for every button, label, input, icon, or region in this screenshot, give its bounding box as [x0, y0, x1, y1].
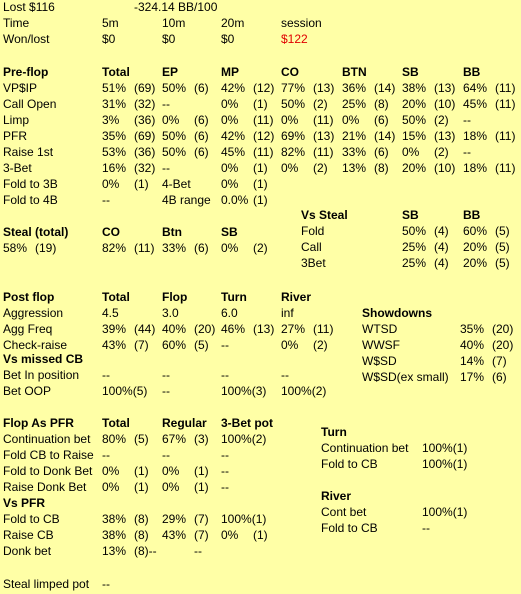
postflop-cell: (2) [313, 338, 328, 352]
vs-missed-cb-cell: -- [102, 368, 110, 382]
preflop-cell: 20% [402, 97, 427, 111]
showdowns-value: 17% [460, 370, 485, 384]
preflop-cell: 31% [102, 97, 127, 111]
preflop-cell: 36% [342, 81, 367, 95]
preflop-header-btn: BTN [342, 65, 367, 79]
river-value: -- [422, 521, 430, 535]
turn-row-label: Continuation bet [321, 441, 409, 455]
preflop-cell: -- [463, 113, 471, 127]
vs-missed-cb-cell: -- [162, 384, 170, 398]
steal-header-co: CO [102, 225, 120, 239]
vs-pfr-cell: 38% [102, 528, 127, 542]
preflop-cell: 0% [281, 113, 299, 127]
preflop-header-ep: EP [162, 65, 179, 79]
preflop-header-co: CO [281, 65, 299, 79]
preflop-cell: (6) [374, 145, 389, 159]
preflop-cell: 45% [463, 97, 488, 111]
vs-pfr-cell: 13% [102, 544, 127, 558]
preflop-cell: (10) [434, 161, 456, 175]
postflop-cell: (13) [253, 322, 275, 336]
vs-missed-cb-cell: -- [221, 368, 229, 382]
steal-co-value: 82% [102, 241, 127, 255]
preflop-cell: 25% [342, 97, 367, 111]
postflop-header-flop: Flop [162, 290, 188, 304]
preflop-title: Pre-flop [3, 65, 49, 79]
preflop-cell: -- [162, 161, 170, 175]
vs-missed-cb-cell: 100%(2) [281, 384, 327, 398]
showdowns-row-label: W$SD [362, 354, 397, 368]
preflop-cell: 0% [221, 113, 239, 127]
preflop-cell: 0% [162, 113, 180, 127]
flop-as-pfr-cell: (1) [134, 480, 149, 494]
steal-co-count: (11) [134, 241, 155, 255]
flop-as-pfr-header-regular: Regular [162, 416, 207, 430]
preflop-cell: (11) [313, 145, 334, 159]
postflop-cell: (11) [313, 322, 334, 336]
flop-as-pfr-cell: 100%(2) [221, 432, 267, 446]
lost-label: Lost $116 [3, 0, 55, 14]
wonlost-5m: $0 [102, 32, 116, 46]
flop-as-pfr-cell: -- [102, 448, 110, 462]
preflop-cell: (12) [253, 129, 275, 143]
fold-to-3b-count: (1) [134, 177, 149, 191]
flop-as-pfr-row-label: Continuation bet [3, 432, 91, 446]
vs-steal-cell: (5) [495, 256, 510, 270]
preflop-row-label: Limp [3, 113, 30, 127]
postflop-title: Post flop [3, 290, 55, 304]
river-value: 100%(1) [422, 505, 468, 519]
postflop-row-label: Agg Freq [3, 322, 53, 336]
preflop-cell: 0% [402, 145, 420, 159]
vs-pfr-row-label: Donk bet [3, 544, 52, 558]
flop-as-pfr-header-3bet: 3-Bet pot [221, 416, 273, 430]
steal-btn-count: (6) [194, 241, 209, 255]
turn-value: 100%(1) [422, 457, 468, 471]
vs-pfr-cell: (8) [134, 512, 149, 526]
preflop-cell: (11) [495, 97, 516, 111]
preflop-cell: (1) [253, 161, 268, 175]
postflop-cell: inf [281, 306, 294, 320]
vs-steal-cell: 50% [402, 224, 427, 238]
postflop-cell: 39% [102, 322, 127, 336]
turn-row-label: Fold to CB [321, 457, 378, 471]
postflop-cell: 6.0 [221, 306, 238, 320]
showdowns-title: Showdowns [362, 306, 432, 320]
preflop-cell: 77% [281, 81, 306, 95]
showdowns-value: 35% [460, 322, 485, 336]
vs-steal-cell: (4) [434, 256, 449, 270]
steal-sb-count: (2) [253, 241, 268, 255]
river-row-label: Fold to CB [321, 521, 378, 535]
preflop-cell: (12) [253, 81, 275, 95]
preflop-row-label: Raise 1st [3, 145, 54, 159]
preflop-header-sb: SB [402, 65, 419, 79]
vs-pfr-cell: (1) [253, 528, 268, 542]
wonlost-20m: $0 [221, 32, 235, 46]
flop-as-pfr-cell: 0% [102, 480, 120, 494]
preflop-header-bb: BB [463, 65, 481, 79]
vs-missed-cb-cell: -- [162, 368, 170, 382]
preflop-cell: (6) [374, 113, 389, 127]
preflop-cell: (14) [374, 129, 396, 143]
four-bet-count: (1) [253, 177, 268, 191]
preflop-cell: (6) [194, 129, 209, 143]
vs-steal-cell: 20% [463, 256, 488, 270]
flop-as-pfr-row-label: Fold to Donk Bet [3, 464, 93, 478]
vs-steal-cell: 60% [463, 224, 488, 238]
preflop-cell: 50% [402, 113, 427, 127]
steal-header-btn: Btn [162, 225, 182, 239]
col-session: session [281, 16, 322, 30]
wonlost-session: $122 [281, 32, 308, 46]
vs-missed-cb-row-label: Bet OOP [3, 384, 52, 398]
preflop-cell: 21% [342, 129, 367, 143]
preflop-cell: -- [463, 145, 471, 159]
preflop-cell: 18% [463, 161, 488, 175]
flop-as-pfr-cell: 0% [162, 480, 180, 494]
preflop-cell: 42% [221, 81, 246, 95]
vs-steal-header-sb: SB [402, 208, 419, 222]
time-label: Time [3, 16, 30, 30]
preflop-row-label: 3-Bet [3, 161, 32, 175]
bb100-value: -324.14 BB/100 [134, 0, 218, 14]
preflop-cell: (2) [313, 97, 328, 111]
vs-steal-cell: 25% [402, 256, 427, 270]
flop-as-pfr-cell: -- [221, 480, 229, 494]
preflop-header-total: Total [102, 65, 130, 79]
postflop-cell: 46% [221, 322, 246, 336]
postflop-cell: 43% [102, 338, 127, 352]
showdowns-value: 40% [460, 338, 485, 352]
steal-total-count: (19) [35, 241, 57, 255]
vs-pfr-cell: (8) [134, 528, 149, 542]
vs-pfr-cell: 29% [162, 512, 187, 526]
flop-as-pfr-cell: 67% [162, 432, 187, 446]
river-row-label: Cont bet [321, 505, 367, 519]
vs-pfr-cell: (8)-- [134, 544, 157, 558]
preflop-cell: 64% [463, 81, 488, 95]
preflop-cell: 42% [221, 129, 246, 143]
preflop-cell: (6) [194, 81, 209, 95]
col-5m: 5m [102, 16, 119, 30]
flop-as-pfr-cell: (5) [134, 432, 149, 446]
preflop-cell: (69) [134, 129, 156, 143]
preflop-cell: (8) [374, 161, 389, 175]
preflop-cell: 53% [102, 145, 127, 159]
preflop-cell: (8) [374, 97, 389, 111]
preflop-cell: (6) [194, 145, 209, 159]
vs-missed-cb-cell: 100%(5) [102, 384, 148, 398]
four-bet-range-count: (1) [253, 193, 268, 207]
preflop-cell: (1) [253, 97, 268, 111]
preflop-cell: (36) [134, 145, 156, 159]
postflop-cell: (44) [134, 322, 156, 336]
vs-pfr-row-label: Raise CB [3, 528, 54, 542]
vs-pfr-row-label: Fold to CB [3, 512, 60, 526]
showdowns-count: (20) [492, 338, 514, 352]
four-bet-label: 4-Bet [162, 177, 191, 191]
postflop-cell: 3.0 [162, 306, 179, 320]
preflop-cell: (11) [495, 81, 516, 95]
wonlost-10m: $0 [162, 32, 176, 46]
preflop-cell: (14) [374, 81, 396, 95]
preflop-cell: (2) [434, 113, 449, 127]
preflop-cell: 0% [221, 97, 239, 111]
flop-as-pfr-title: Flop As PFR [3, 416, 74, 430]
preflop-cell: 0% [342, 113, 360, 127]
showdowns-count: (20) [492, 322, 514, 336]
vs-steal-row-label: Fold [301, 224, 325, 238]
vs-steal-header-bb: BB [463, 208, 481, 222]
fold-to-4b-label: Fold to 4B [3, 193, 58, 207]
preflop-cell: 82% [281, 145, 306, 159]
flop-as-pfr-cell: -- [221, 448, 229, 462]
flop-as-pfr-header-total: Total [102, 416, 130, 430]
preflop-cell: (13) [313, 81, 335, 95]
vs-steal-row-label: 3Bet [301, 256, 326, 270]
flop-as-pfr-cell: (3) [194, 432, 209, 446]
preflop-row-label: Call Open [3, 97, 57, 111]
vs-missed-cb-title: Vs missed CB [3, 352, 84, 366]
flop-as-pfr-cell: -- [162, 448, 170, 462]
vs-pfr-cell: -- [194, 544, 202, 558]
preflop-cell: 45% [221, 145, 246, 159]
vs-pfr-cell: (7) [194, 512, 209, 526]
preflop-cell: (6) [194, 113, 209, 127]
preflop-cell: 51% [102, 81, 127, 95]
vs-steal-cell: (4) [434, 240, 449, 254]
preflop-cell: (13) [434, 129, 456, 143]
postflop-header-total: Total [102, 290, 130, 304]
preflop-cell: (13) [434, 81, 456, 95]
showdowns-count: (7) [492, 354, 507, 368]
postflop-cell: (5) [194, 338, 209, 352]
postflop-row-label: Aggression [3, 306, 64, 320]
preflop-cell: 0% [221, 161, 239, 175]
showdowns-count: (6) [492, 370, 507, 384]
showdowns-row-label: WWSF [362, 338, 400, 352]
showdowns-row-label: WTSD [362, 322, 398, 336]
postflop-cell: 40% [162, 322, 187, 336]
fold-to-4b-value: -- [102, 193, 110, 207]
preflop-cell: (2) [434, 145, 449, 159]
preflop-cell: (69) [134, 81, 156, 95]
preflop-cell: (11) [495, 129, 516, 143]
preflop-cell: 50% [162, 145, 187, 159]
preflop-cell: 0% [281, 161, 299, 175]
flop-as-pfr-cell: (1) [194, 464, 209, 478]
preflop-row-label: VP$IP [3, 81, 38, 95]
vs-pfr-cell: 38% [102, 512, 127, 526]
preflop-cell: 69% [281, 129, 306, 143]
showdowns-row-label: W$SD(ex small) [362, 370, 449, 384]
preflop-cell: 3% [102, 113, 120, 127]
flop-as-pfr-cell: (1) [134, 464, 149, 478]
postflop-cell: (20) [194, 322, 216, 336]
preflop-cell: (11) [313, 113, 334, 127]
preflop-cell: (2) [313, 161, 328, 175]
preflop-cell: 50% [281, 97, 306, 111]
preflop-cell: (32) [134, 97, 156, 111]
turn-title: Turn [321, 425, 347, 439]
flop-as-pfr-row-label: Raise Donk Bet [3, 480, 87, 494]
preflop-cell: (13) [313, 129, 335, 143]
preflop-cell: 15% [402, 129, 427, 143]
vs-pfr-cell: (7) [194, 528, 209, 542]
showdowns-value: 14% [460, 354, 485, 368]
preflop-row-label: PFR [3, 129, 27, 143]
vs-pfr-cell: 0% [221, 528, 239, 542]
wonlost-label: Won/lost [3, 32, 50, 46]
preflop-cell: (11) [253, 113, 274, 127]
col-20m: 20m [221, 16, 245, 30]
preflop-cell: (11) [253, 145, 274, 159]
vs-steal-row-label: Call [301, 240, 322, 254]
vs-missed-cb-cell: -- [281, 368, 289, 382]
postflop-cell: 60% [162, 338, 187, 352]
vs-pfr-title: Vs PFR [3, 496, 46, 510]
vs-missed-cb-cell: 100%(3) [221, 384, 267, 398]
steal-btn-value: 33% [162, 241, 187, 255]
preflop-cell: 20% [402, 161, 427, 175]
postflop-row-label: Check-raise [3, 338, 68, 352]
postflop-header-river: River [281, 290, 312, 304]
four-bet-range-value: 0.0% [221, 193, 249, 207]
vs-steal-cell: (4) [434, 224, 449, 238]
vs-steal-title: Vs Steal [301, 208, 348, 222]
preflop-cell: 16% [102, 161, 127, 175]
steal-limped-value: -- [102, 577, 110, 591]
postflop-cell: -- [221, 338, 229, 352]
flop-as-pfr-cell: (1) [194, 480, 209, 494]
steal-total-value: 58% [3, 241, 28, 255]
flop-as-pfr-cell: 0% [162, 464, 180, 478]
four-bet-value: 0% [221, 177, 239, 191]
preflop-cell: (11) [495, 161, 516, 175]
postflop-cell: 0% [281, 338, 299, 352]
vs-steal-cell: (5) [495, 224, 510, 238]
four-bet-range-label: 4B range [162, 193, 211, 207]
vs-pfr-cell: 100%(1) [221, 512, 267, 526]
postflop-cell: (7) [134, 338, 149, 352]
vs-steal-cell: 20% [463, 240, 488, 254]
vs-missed-cb-row-label: Bet In position [3, 368, 80, 382]
preflop-cell: 33% [342, 145, 367, 159]
preflop-cell: 35% [102, 129, 127, 143]
river-title: River [321, 489, 352, 503]
steal-header-sb: SB [221, 225, 238, 239]
preflop-cell: -- [162, 97, 170, 111]
preflop-cell: (32) [134, 161, 156, 175]
flop-as-pfr-cell: 0% [102, 464, 120, 478]
steal-sb-value: 0% [221, 241, 239, 255]
preflop-cell: (10) [434, 97, 456, 111]
preflop-cell: (36) [134, 113, 156, 127]
steal-limped-label: Steal limped pot [3, 577, 90, 591]
flop-as-pfr-cell: -- [221, 464, 229, 478]
postflop-cell: 27% [281, 322, 306, 336]
preflop-cell: 38% [402, 81, 427, 95]
vs-steal-cell: (5) [495, 240, 510, 254]
fold-to-3b-label: Fold to 3B [3, 177, 58, 191]
preflop-cell: 18% [463, 129, 488, 143]
postflop-cell: 4.5 [102, 306, 119, 320]
col-10m: 10m [162, 16, 186, 30]
postflop-header-turn: Turn [221, 290, 247, 304]
flop-as-pfr-row-label: Fold CB to Raise [3, 448, 94, 462]
vs-steal-cell: 25% [402, 240, 427, 254]
vs-pfr-cell: 43% [162, 528, 187, 542]
flop-as-pfr-cell: 80% [102, 432, 127, 446]
preflop-cell: 50% [162, 81, 187, 95]
fold-to-3b-value: 0% [102, 177, 120, 191]
preflop-cell: 13% [342, 161, 367, 175]
preflop-header-mp: MP [221, 65, 239, 79]
preflop-cell: 50% [162, 129, 187, 143]
steal-title: Steal (total) [3, 225, 69, 239]
turn-value: 100%(1) [422, 441, 468, 455]
